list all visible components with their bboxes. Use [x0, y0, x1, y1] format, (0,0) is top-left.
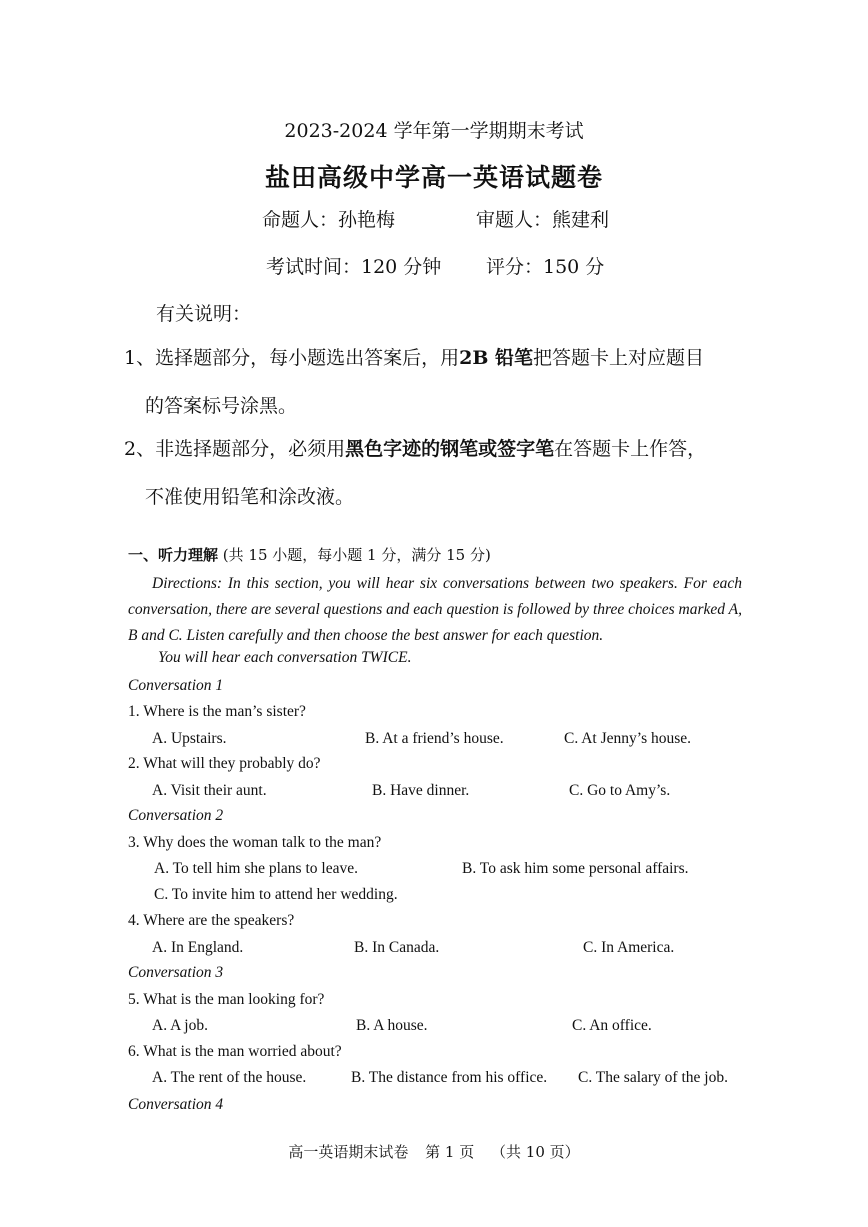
q3-option-a: A. To tell him she plans to leave.	[154, 860, 358, 877]
q2-option-b: B. Have dinner.	[372, 782, 470, 799]
conversation-4-label: Conversation 4	[128, 1096, 224, 1113]
reviewer-label: 审题人：熊建利	[476, 209, 610, 231]
q1-option-b: B. At a friend’s house.	[365, 730, 504, 747]
question-5: 5. What is the man looking for?	[128, 991, 325, 1008]
note-1-continued: 的答案标号涂黑。	[145, 395, 298, 417]
directions: Directions: In this section, you will hear six conversations between two speakers. For each conversation, there are several questions and each question is followed by three choices marked A, B and C. Listen carefully and then choose the best answer for each question.	[128, 575, 742, 644]
section-title: 一、听力理解	[128, 546, 219, 564]
question-3: 3. Why does the woman talk to the man?	[128, 834, 382, 851]
footer-page-number: 第 1 页	[425, 1143, 475, 1161]
footer-page-total: （共 10 页）	[491, 1143, 580, 1161]
q5-option-b: B. A house.	[356, 1017, 428, 1034]
q1-option-c: C. At Jenny’s house.	[564, 730, 692, 747]
q5-option-c: C. An office.	[572, 1017, 652, 1034]
note-2-emphasis: 黑色字迹的钢笔或签字笔	[345, 438, 555, 460]
q4-option-c: C. In America.	[583, 939, 675, 956]
q4-option-a: A. In England.	[152, 939, 244, 956]
page-footer	[0, 1141, 868, 1162]
exam-subtitle: 2023-2024 学年第一学期期末考试	[284, 120, 584, 142]
q6-option-b: B. The distance from his office.	[351, 1069, 548, 1086]
exam-time: 考试时间：120 分钟	[266, 256, 442, 278]
question-6: 6. What is the man worried about?	[128, 1043, 342, 1060]
q2-option-a: A. Visit their aunt.	[152, 782, 267, 799]
q1-option-a: A. Upstairs.	[152, 730, 227, 747]
author-label: 命题人：孙艳梅	[262, 209, 396, 231]
footer-exam-name: 高一英语期末试卷	[288, 1143, 409, 1161]
note-1-text: 1、选择题部分，每小题选出答案后，用	[124, 347, 460, 369]
notes-heading: 有关说明：	[156, 303, 252, 325]
question-2: 2. What will they probably do?	[128, 755, 321, 772]
exam-score: 评分：150 分	[486, 256, 605, 278]
q3-option-c: C. To invite him to attend her wedding.	[154, 886, 398, 903]
q3-option-b: B. To ask him some personal affairs.	[462, 860, 689, 877]
conversation-1-label: Conversation 1	[128, 677, 224, 694]
note-1-emphasis: 2B 铅笔	[459, 347, 533, 369]
exam-title: 盐田高级中学高一英语试题卷	[264, 163, 603, 192]
question-4: 4. Where are the speakers?	[128, 912, 295, 929]
twice-note: You will hear each conversation TWICE.	[158, 649, 412, 666]
note-2-text-end: 在答题卡上作答，	[554, 438, 707, 460]
section-heading	[128, 544, 491, 565]
note-1-text-end: 把答题卡上对应题目	[533, 347, 705, 369]
q6-option-a: A. The rent of the house.	[152, 1069, 307, 1086]
conversation-2-label: Conversation 2	[128, 807, 224, 824]
note-2	[124, 434, 706, 461]
question-1: 1. Where is the man’s sister?	[128, 703, 306, 720]
section-info: (共 15 小题，每小题 1 分，满分 15 分)	[222, 546, 491, 564]
conversation-3-label: Conversation 3	[128, 964, 224, 981]
q6-option-c: C. The salary of the job.	[578, 1069, 728, 1086]
note-1	[124, 343, 704, 370]
note-2-text: 2、非选择题部分，必须用	[124, 438, 346, 460]
q4-option-b: B. In Canada.	[354, 939, 440, 956]
q2-option-c: C. Go to Amy’s.	[569, 782, 671, 799]
note-2-continued: 不准使用铅笔和涂改液。	[145, 486, 355, 508]
q5-option-a: A. A job.	[152, 1017, 208, 1034]
